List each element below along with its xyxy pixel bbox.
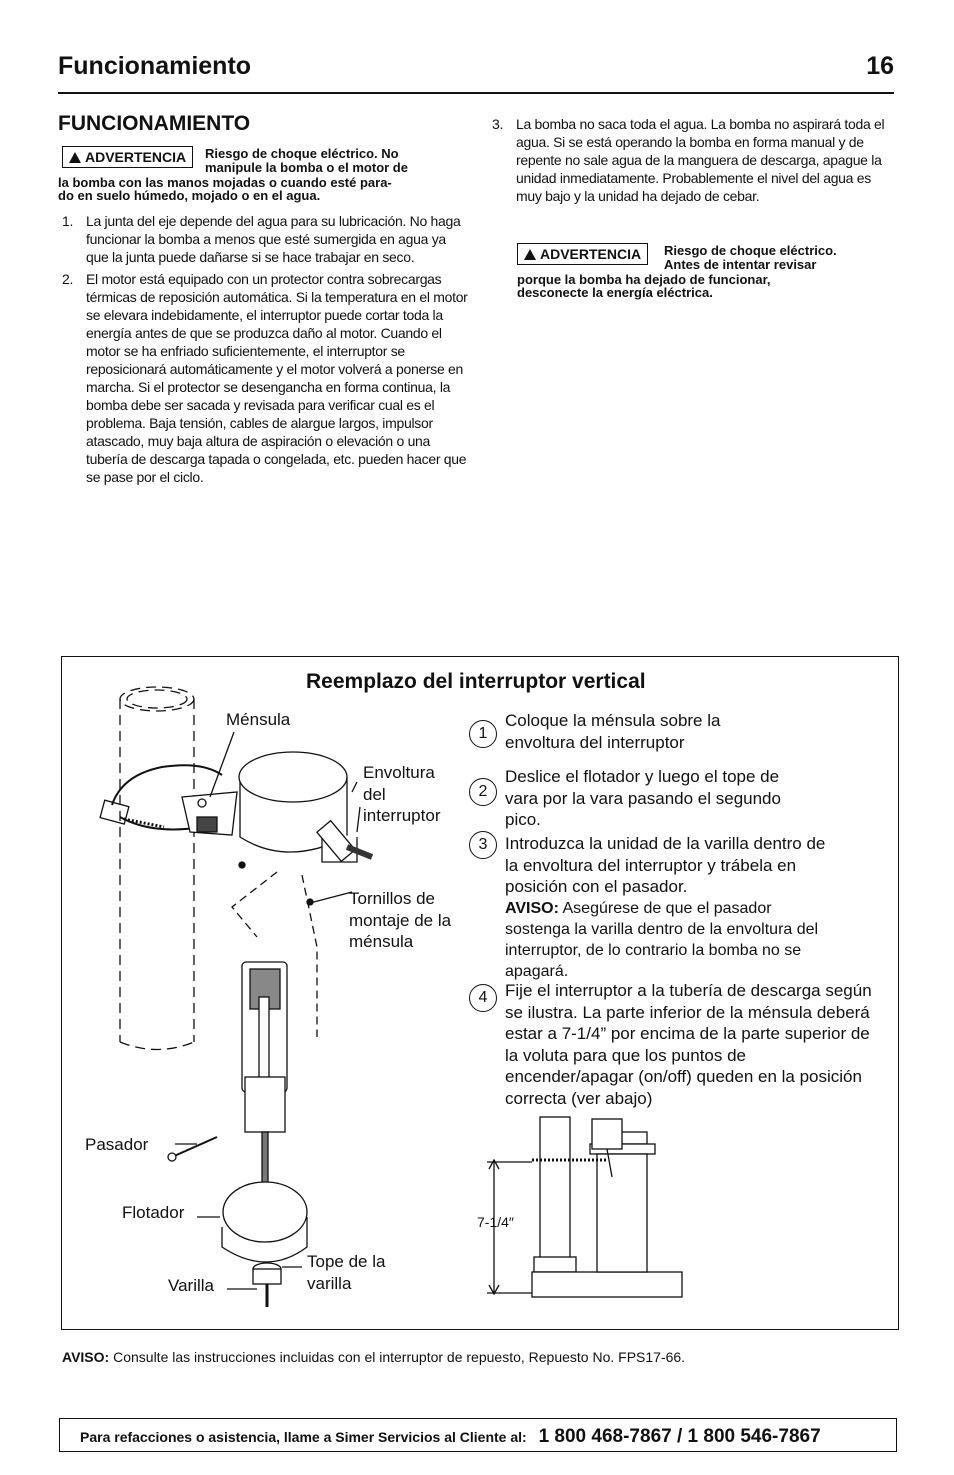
list-item: 1. La junta del eje depende del agua para su lubricación. No haga funcionar la bomba a menos que esté sumergida en agua ya que la junta puede dañarse si se hace trabajar en seco.: [62, 213, 461, 265]
step-aviso: AVISO: Asegúrese de que el pasador sostenga la varilla dentro de la envoltura del interruptor, de lo contrario la bomba no se apagará.: [505, 899, 819, 980]
label-varilla: Varilla: [168, 1276, 214, 1295]
header-divider: [58, 92, 894, 94]
list-item: 2. El motor está equipado con un protector contra sobrecargas térmicas de reposición automática. Si la temperatura en el motor se elevara indebidamente, el interruptor puede cortar toda la energía antes de que se produzca daño al motor. Cuando el motor se ha enfriado suficientemente, el interruptor se reposicionará automáticamente y el motor volverá a ponerse en marcha. Si el protector se desengancha en forma continua, la bomba debe ser sacada y revisada para verificar cual es el problema. Baja tensión, cables de alargue largos, impulsor atascado, muy baja altura de aspiración o elevación o una tubería de descarga tapada o congelada, etc. pueden hacer que se pase por el ciclo.: [62, 271, 468, 485]
label-dimension: 7-1/4″: [477, 1214, 514, 1230]
footer-text: Para refacciones o asistencia, llame a Simer Servicios al Cliente al: 1 800 468-7867 / 1 800 546-7867: [80, 1426, 821, 1447]
warning-badge: ADVERTENCIA: [62, 146, 193, 168]
warning-text-line4: do en suelo húmedo, mojado o en el agua.: [58, 188, 321, 203]
label-tornillos: Tornillos de montaje de la ménsula: [349, 889, 452, 951]
step-number: 4: [469, 984, 497, 1012]
step-text: Fije el interruptor a la tubería de descarga según se ilustra. La parte inferior de la ménsula deberá estar a 7-1/4” por encima de la parte superior de la voluta para que los puntos de encender/apagar (on/off) queden en la posición correcta (ver abajo): [505, 981, 872, 1108]
replacement-note: AVISO: Consulte las instrucciones incluidas con el interruptor de repuesto, Repuesto No. FPS17-66.: [62, 1349, 686, 1365]
step-number: 2: [469, 778, 497, 806]
warning-text-line3: la bomba con las manos mojadas o cuando esté para-: [58, 175, 392, 190]
step-text: Coloque la ménsula sobre la envoltura del interruptor: [505, 711, 721, 752]
discharge-pipe-outline: [120, 687, 194, 1050]
warning-block-2: [517, 243, 897, 299]
step-number: 3: [469, 831, 497, 859]
footer-contact-box: [59, 1418, 897, 1452]
warning-block: [58, 146, 463, 202]
section-heading: FUNCIONAMIENTO: [58, 112, 251, 135]
label-flotador: Flotador: [122, 1203, 185, 1222]
step-text: Introduzca la unidad de la varilla dentro de la envoltura del interruptor y trábela en posición con el pasador. AVISO: Asegúrese de que el pasador sostenga la varilla dentro de la envoltura del interruptor, de lo contrario la bomba no se apagará.: [505, 833, 835, 982]
warning2-text-line2: Antes de intentar revisar: [664, 257, 817, 272]
page-number: 16: [866, 52, 894, 80]
warning-badge: ADVERTENCIA: [517, 243, 648, 265]
warning2-text-line1: Riesgo de choque eléctrico.: [664, 243, 837, 258]
warning-triangle-icon: [69, 152, 81, 163]
step-text: Deslice el flotador y luego el tope de vara por la vara pasando el segundo pico.: [505, 767, 781, 829]
warning2-text-line3: porque la bomba ha dejado de funcionar,: [517, 272, 771, 287]
operation-list-left: [58, 212, 468, 490]
operation-list-right: [488, 115, 898, 209]
list-item: 3. La bomba no saca toda el agua. La bomba no aspirará toda el agua. Si se está operando la bomba en forma manual y de repente no sale agua de la manguera de descarga, apague la unidad inmediatamente. Probablemente el nivel del agua es muy bajo y la unidad ha dejado de cebar.: [492, 116, 885, 204]
label-pasador: Pasador: [85, 1135, 149, 1154]
label-mensula: Ménsula: [226, 710, 291, 729]
warning-triangle-icon: [524, 249, 536, 260]
figure-title: Reemplazo del interruptor vertical: [306, 670, 646, 693]
step-number: 1: [469, 720, 497, 748]
label-tope: Tope de la varilla: [307, 1252, 386, 1293]
warning-text-line1: Riesgo de choque eléctrico. No: [205, 146, 399, 161]
page-title: Funcionamiento: [58, 52, 252, 80]
warning-text-line2: manipule la bomba o el motor de: [205, 160, 408, 175]
warning2-text-line4: desconecte la energía eléctrica.: [517, 285, 713, 300]
pump-installation-diagram: [487, 1117, 682, 1297]
footer-phone-numbers: 1 800 468-7867 / 1 800 546-7867: [538, 1426, 821, 1447]
label-envoltura: Envoltura del interruptor: [363, 763, 441, 825]
